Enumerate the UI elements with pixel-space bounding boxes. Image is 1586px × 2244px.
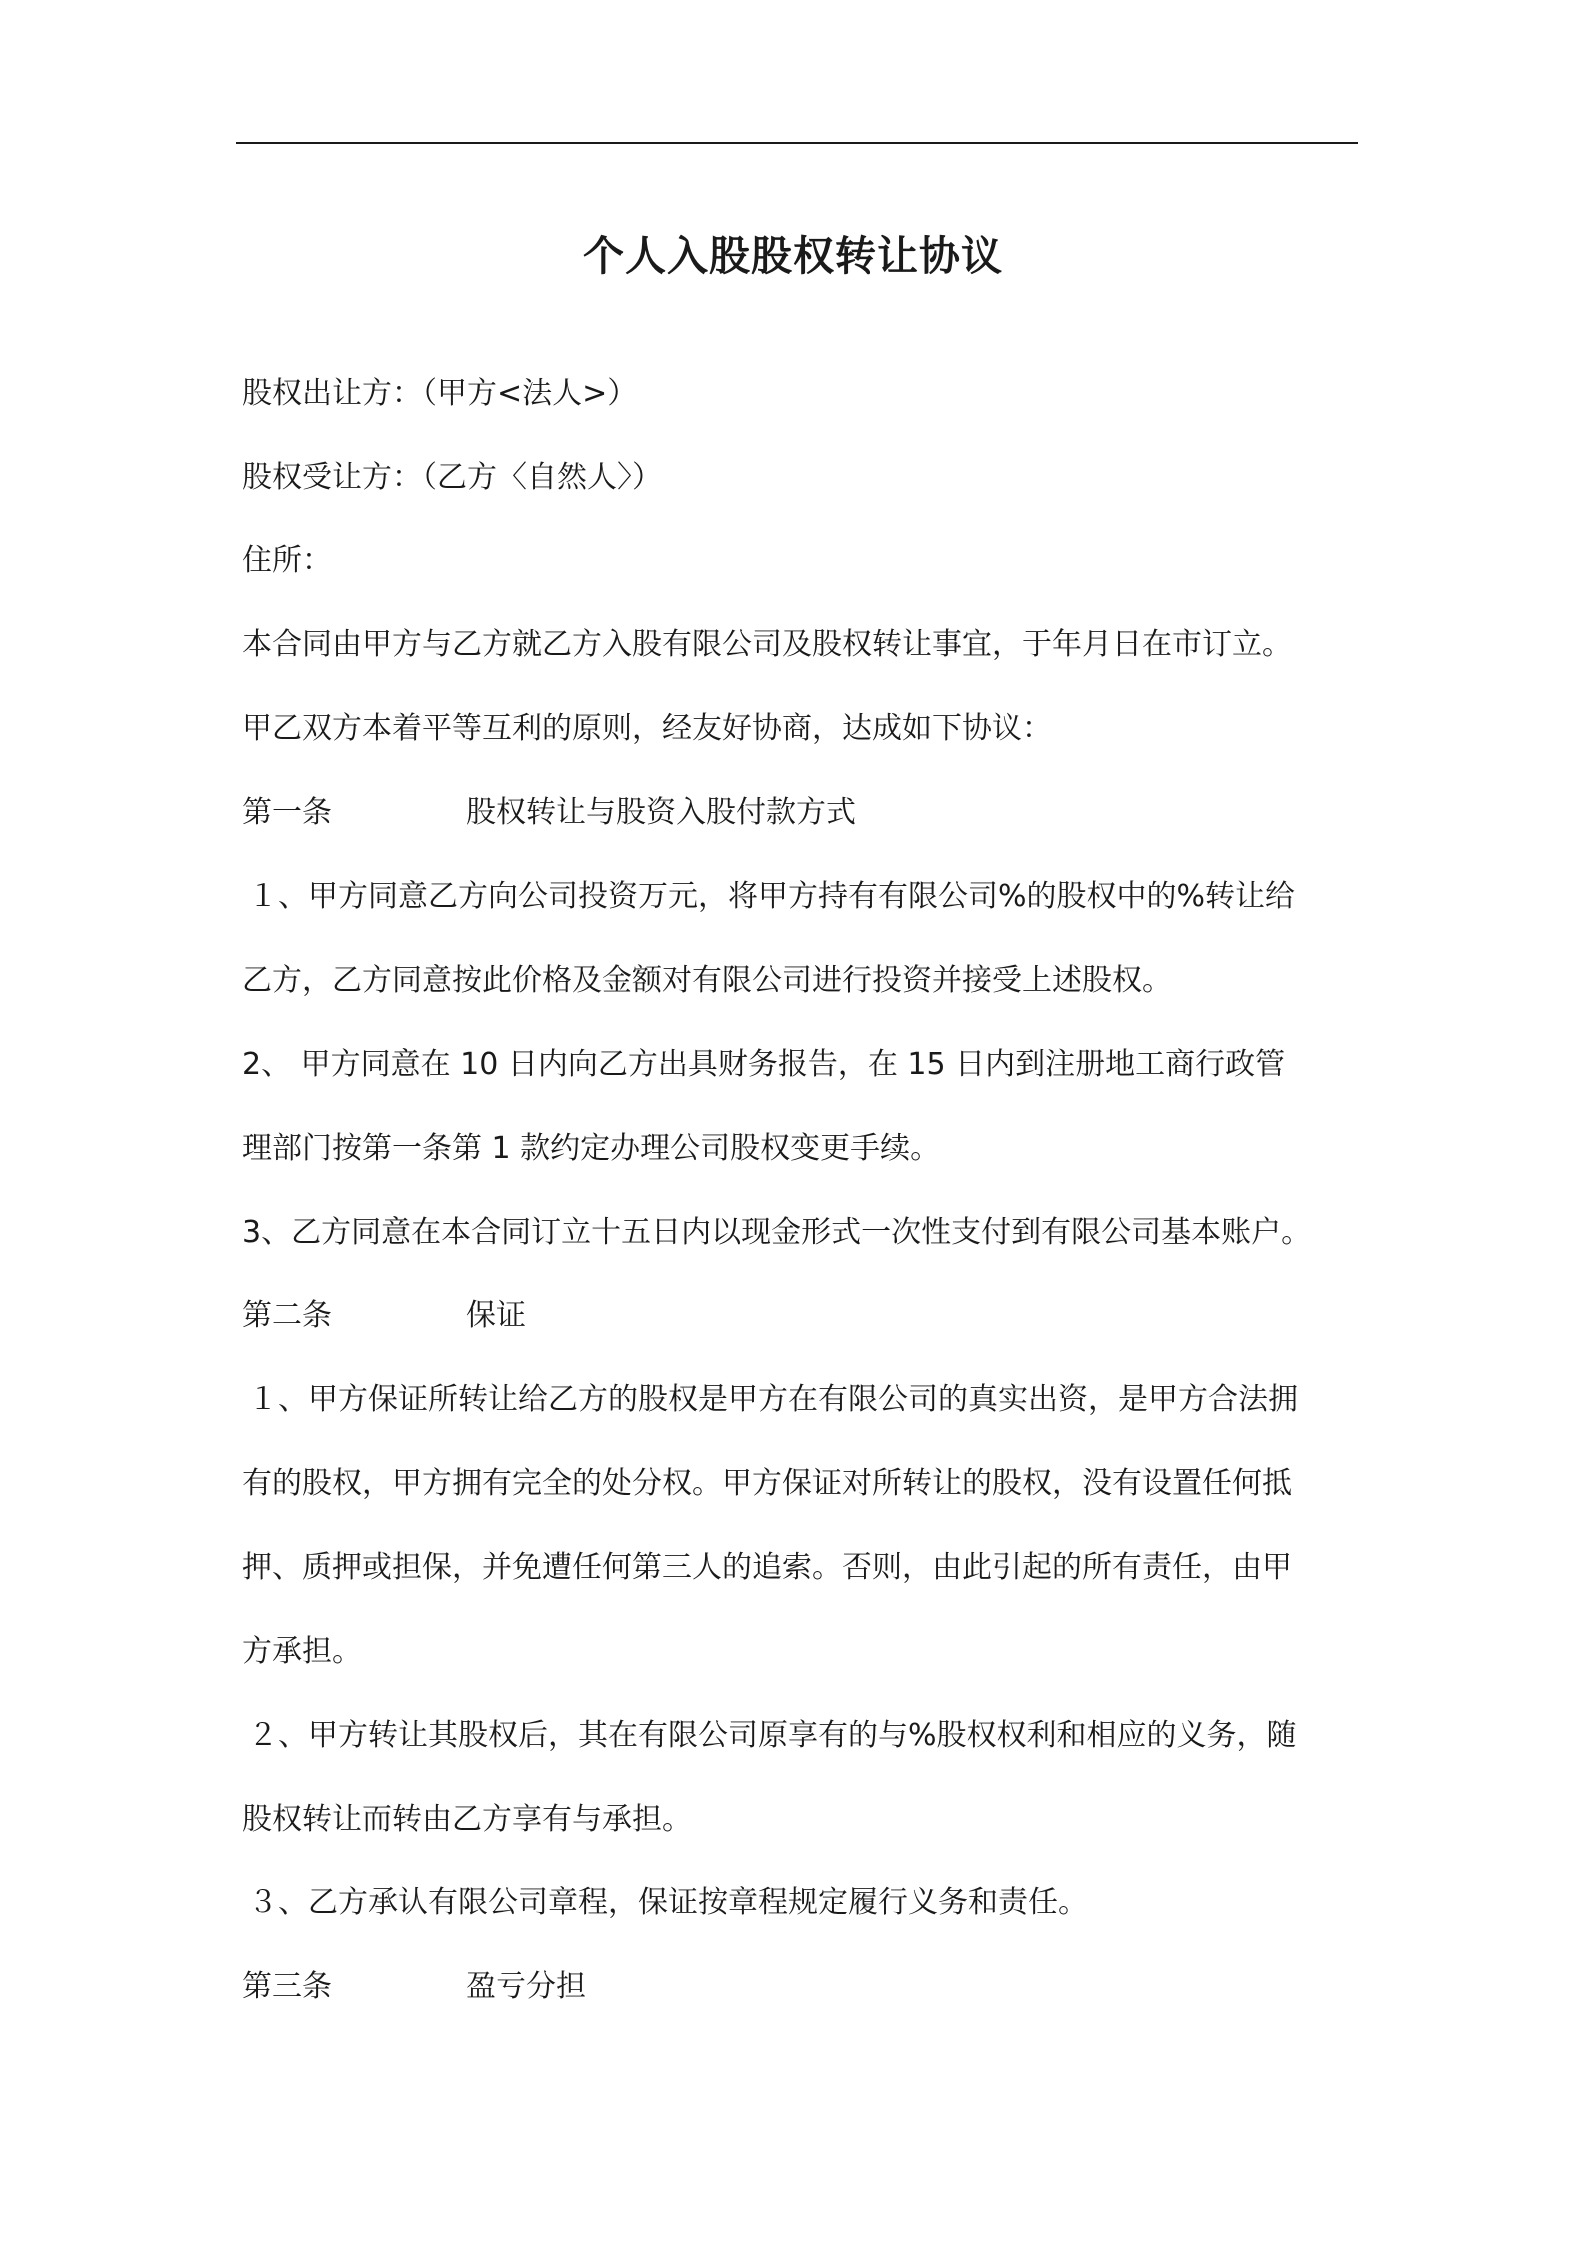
document-title: 个人入股股权转让协议 xyxy=(583,232,1003,280)
intro-paragraph-1: 本合同由甲方与乙方就乙方入股有限公司及股权转让事宜，于年月日在市订立。 xyxy=(242,627,1292,662)
article-2-line: 股权转让而转由乙方享有与承担。 xyxy=(242,1802,692,1837)
article-2-title: 保证 xyxy=(466,1298,526,1333)
transferee-line: 股权受让方：（乙方〈自然人〉） xyxy=(242,460,662,495)
article-3-title: 盈亏分担 xyxy=(466,1969,586,2004)
article-2-line: １、甲方保证所转让给乙方的股权是甲方在有限公司的真实出资，是甲方合法拥 xyxy=(248,1382,1298,1417)
article-1-label: 第一条 xyxy=(242,795,332,830)
article-2-line: ３、乙方承认有限公司章程，保证按章程规定履行义务和责任。 xyxy=(248,1885,1088,1920)
article-2-line: 有的股权，甲方拥有完全的处分权。甲方保证对所转让的股权，没有设置任何抵 xyxy=(242,1466,1292,1501)
article-2-line: 方承担。 xyxy=(242,1634,362,1669)
intro-paragraph-2: 甲乙双方本着平等互利的原则，经友好协商，达成如下协议： xyxy=(242,711,1052,746)
article-1-title: 股权转让与股资入股付款方式 xyxy=(466,795,856,830)
article-2-label: 第二条 xyxy=(242,1298,332,1333)
article-1-line: １、甲方同意乙方向公司投资万元，将甲方持有有限公司%的股权中的%转让给 xyxy=(248,879,1296,914)
article-1-line: 乙方，乙方同意按此价格及金额对有限公司进行投资并接受上述股权。 xyxy=(242,963,1172,998)
article-2-line: 押、质押或担保，并免遭任何第三人的追索。否则，由此引起的所有责任，由甲 xyxy=(242,1550,1292,1585)
header-rule xyxy=(236,142,1358,144)
article-1-line: 3、乙方同意在本合同订立十五日内以现金形式一次性支付到有限公司基本账户。 xyxy=(242,1215,1312,1250)
article-1-line: 2、 甲方同意在 10 日内向乙方出具财务报告，在 15 日内到注册地工商行政管 xyxy=(242,1047,1286,1082)
article-2-heading xyxy=(242,1293,526,1339)
article-1-line: 理部门按第一条第 1 款约定办理公司股权变更手续。 xyxy=(242,1131,941,1166)
address-line: 住所： xyxy=(242,543,332,578)
article-1-heading xyxy=(242,790,856,836)
article-3-label: 第三条 xyxy=(242,1969,332,2004)
transferor-line: 股权出让方：（甲方<法人>） xyxy=(242,376,638,411)
article-2-line: ２、甲方转让其股权后，其在有限公司原享有的与%股权权利和相应的义务，随 xyxy=(248,1718,1297,1753)
article-3-heading xyxy=(242,1964,586,2010)
